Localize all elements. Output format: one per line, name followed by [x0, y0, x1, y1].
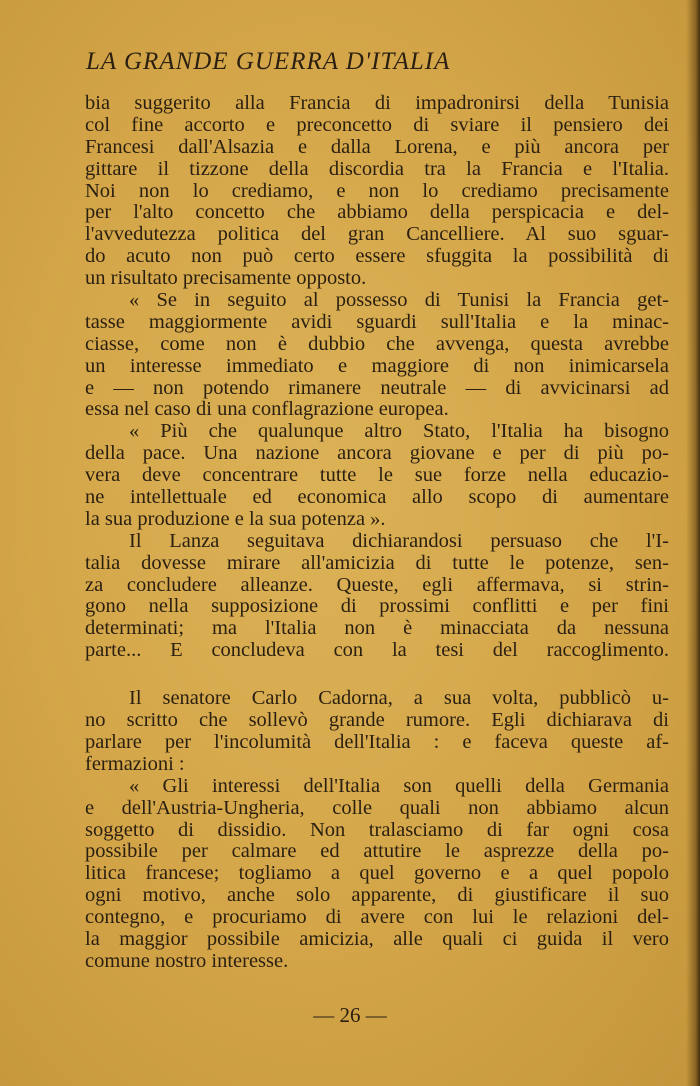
text-line: parte... E concludeva con la tesi del raccoglimento. — [85, 640, 669, 662]
text-line: determinati; ma l'Italia non è minacciata da nessuna — [85, 618, 669, 640]
text-line: vera deve concentrare tutte le sue forze nella educazio- — [85, 465, 669, 487]
text-line: un risultato precisamente opposto. — [85, 268, 367, 290]
text-line: « Gli interessi dell'Italia son quelli della Germania — [129, 775, 669, 797]
text-line: ogni motivo, anche solo apparente, di giustificare il suo — [85, 885, 669, 907]
paragraph-gap — [85, 662, 669, 688]
text-line: soggetto di dissidio. Non tralasciamo di far ogni cosa — [85, 819, 669, 841]
text-line: « Se in seguito al possesso di Tunisi la Francia get- — [129, 290, 669, 312]
text-line: un interesse immediato e maggiore di non inimicarsela — [85, 355, 669, 377]
text-line: gittare il tizzone della discordia tra la Francia e l'Italia. — [85, 158, 669, 180]
text-line: Francesi dall'Alsazia e dalla Lorena, e più ancora per — [85, 136, 669, 158]
text-line: Il Lanza seguitava dichiarandosi persuaso che l'I- — [129, 530, 669, 552]
text-line: litica francese; togliamo a quel governo e a quel popolo — [85, 863, 669, 885]
text-line: fermazioni : — [85, 753, 185, 775]
text-line: Il senatore Carlo Cadorna, a sua volta, pubblicò u- — [129, 688, 669, 710]
text-line: bia suggerito alla Francia di impadronirsi della Tunisia — [85, 93, 669, 114]
text-line: possibile per calmare ed attutire le asprezze della po- — [85, 841, 669, 863]
text-line: col fine accorto e preconcetto di sviare il pensiero dei — [85, 114, 669, 136]
body-text — [85, 93, 669, 973]
text-line: e — non potendo rimanere neutrale — di avvicinarsi ad — [85, 377, 669, 399]
running-head: LA GRANDE GUERRA D'ITALIA — [86, 48, 451, 75]
text-line: per l'alto concetto che abbiamo della perspicacia e del- — [85, 202, 669, 224]
text-line: e dell'Austria-Ungheria, colle quali non abbiamo alcun — [85, 797, 669, 819]
text-line: ne intellettuale ed economica allo scopo di aumentare — [85, 487, 669, 509]
text-line: ciasse, come non è dubbio che avvenga, questa avrebbe — [85, 333, 669, 355]
text-line: za concludere alleanze. Queste, egli affermava, si strin- — [85, 574, 669, 596]
text-line: essa nel caso di una conflagrazione europea. — [85, 399, 449, 421]
text-line: no scritto che sollevò grande rumore. Egli dichiarava di — [85, 710, 669, 732]
text-line: talia dovesse mirare all'amicizia di tutte le potenze, sen- — [85, 552, 669, 574]
text-line: gono nella supposizione di prossimi conflitti e per fini — [85, 596, 669, 618]
text-line: parlare per l'incolumità dell'Italia : e faceva queste af- — [85, 731, 669, 753]
text-line: la maggior possibile amicizia, alle quali ci guida il vero — [85, 928, 669, 950]
text-line: Noi non lo crediamo, e non lo crediamo precisamente — [85, 180, 669, 202]
text-line: la sua produzione e la sua potenza ». — [85, 508, 386, 530]
text-line: comune nostro interesse. — [85, 950, 289, 972]
page-number: — 26 — — [313, 1003, 387, 1027]
text-line: do acuto non può certo essere sfuggita la possibilità di — [85, 246, 669, 268]
text-line: contegno, e procuriamo di avere con lui le relazioni del- — [85, 907, 669, 929]
page-edge-shadow — [686, 0, 700, 1086]
text-line: tasse maggiormente avidi sguardi sull'Italia e la minac- — [85, 311, 669, 333]
text-line: « Più che qualunque altro Stato, l'Italia ha bisogno — [129, 421, 669, 443]
text-line: l'avvedutezza politica del gran Cancelliere. Al suo sguar- — [85, 224, 669, 246]
text-line: della pace. Una nazione ancora giovane e per di più po- — [85, 443, 669, 465]
